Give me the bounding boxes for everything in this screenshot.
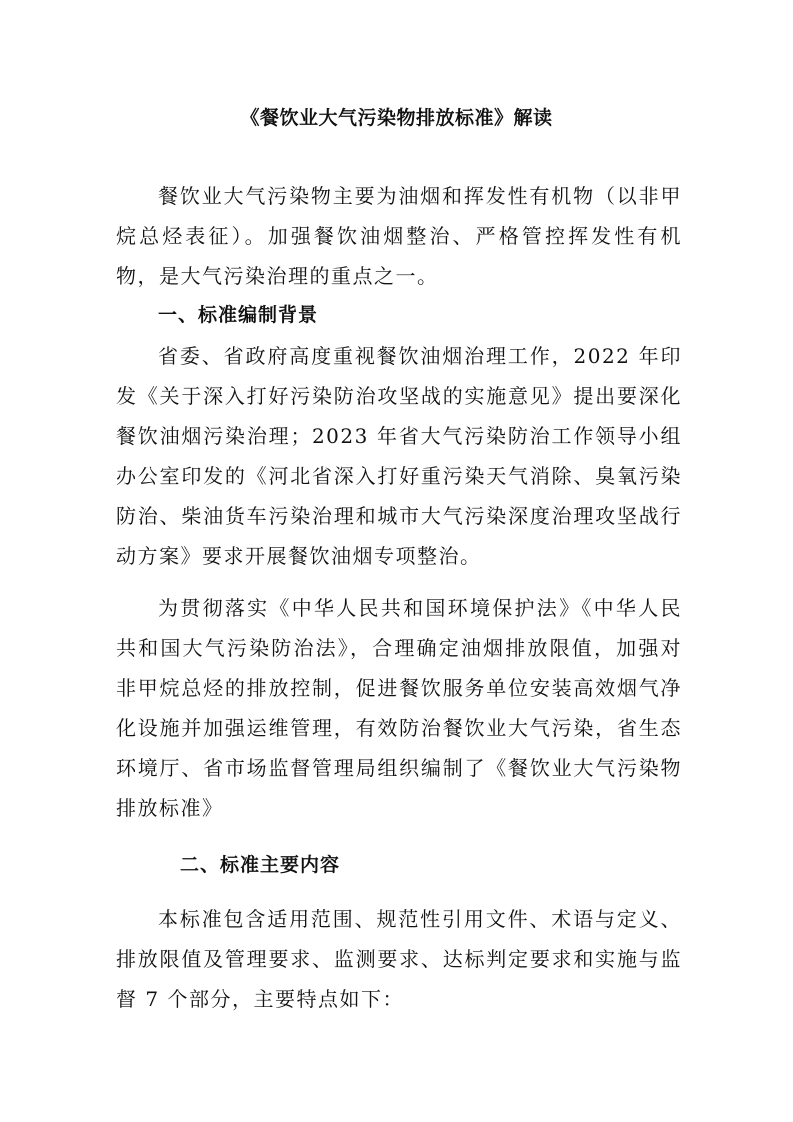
section-1-paragraph-2: 为贯彻落实《中华人民共和国环境保护法》《中华人民共和国大气污染防治法》，合理确定油烟排放限值，加强对非甲烷总烃的排放控制，促进餐饮服务单位安装高效烟气净化设施并加强运维管理，有效防治餐饮业大气污染，省生态环境厅、省市场监督管理局组织编制了《餐饮业大气污染物排放标准》	[116, 596, 682, 820]
document-title: 《餐饮业大气污染物排放标准》解读	[240, 107, 553, 129]
section-1-heading: 一、标准编制背景	[158, 304, 319, 326]
section-2-heading: 二、标准主要内容	[180, 854, 341, 876]
section-2-paragraph-1: 本标准包含适用范围、规范性引用文件、术语与定义、排放限值及管理要求、监测要求、达标判定要求和实施与监督 7 个部分，主要特点如下：	[116, 907, 682, 1011]
intro-paragraph: 餐饮业大气污染物主要为油烟和挥发性有机物（以非甲烷总烃表征）。加强餐饮油烟整治、严格管控挥发性有机物，是大气污染治理的重点之一。	[116, 184, 682, 288]
section-1-paragraph-1: 省委、省政府高度重视餐饮油烟治理工作，2022 年印发《关于深入打好污染防治攻坚战的实施意见》提出要深化餐饮油烟污染治理；2023 年省大气污染防治工作领导小组办公室印发的《河北省深入打好重污染天气消除、臭氧污染防治、柴油货车污染治理和城市大气污染深度治理攻坚战行动方案》要求开展餐饮油烟专项整治。	[116, 344, 682, 568]
